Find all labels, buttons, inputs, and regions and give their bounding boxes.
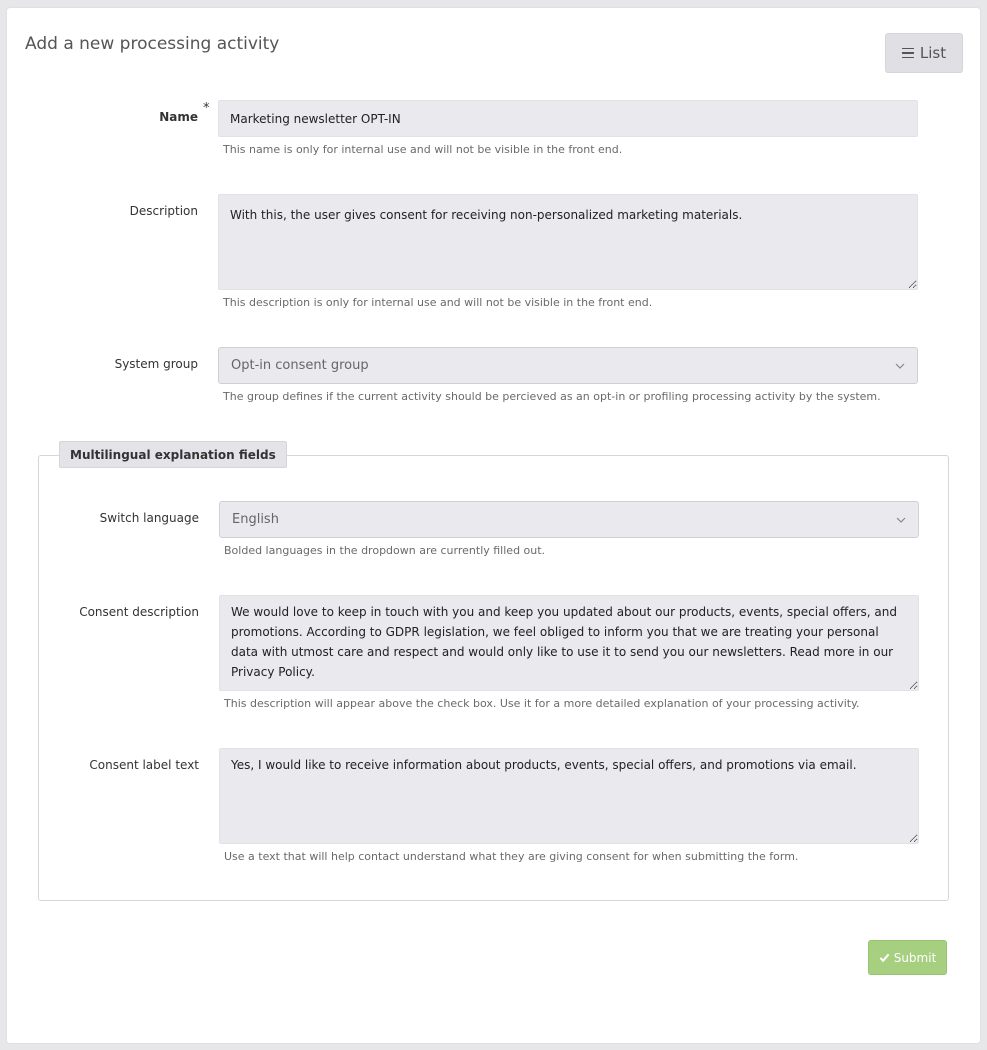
hamburger-icon: [902, 48, 914, 59]
name-help: This name is only for internal use and will not be visible in the front end.: [223, 143, 623, 156]
chevron-down-icon: [895, 361, 905, 371]
list-button[interactable]: [885, 33, 963, 73]
switch-language-value: English: [232, 512, 279, 527]
name-input[interactable]: [218, 100, 918, 137]
list-button-label: List: [919, 44, 947, 62]
chevron-down-icon: [896, 515, 906, 525]
page-title: Add a new processing activity: [25, 34, 280, 54]
switch-language-help: Bolded languages in the dropdown are currently filled out.: [224, 544, 546, 557]
consent-description-help: This description will appear above the check box. Use it for a more detailed explanation of your processing activity.: [224, 697, 860, 710]
consent-description-label: Consent description: [79, 605, 199, 619]
system-group-label: System group: [114, 357, 198, 371]
system-group-select[interactable]: [218, 347, 918, 384]
system-group-value: Opt-in consent group: [231, 358, 369, 373]
consent-label-textarea[interactable]: [219, 748, 919, 844]
description-help: This description is only for internal use and will not be visible in the front end.: [223, 296, 653, 309]
check-icon: [879, 952, 890, 963]
description-textarea[interactable]: [218, 194, 918, 290]
system-group-help: The group defines if the current activity should be percieved as an opt-in or profiling processing activity by the system.: [223, 390, 881, 403]
submit-button[interactable]: [868, 940, 947, 975]
name-label: Name: [159, 110, 198, 124]
consent-label-help: Use a text that will help contact understand what they are giving consent for when submitting the form.: [224, 850, 799, 863]
required-mark: *: [203, 101, 210, 116]
multilingual-legend: Multilingual explanation fields: [59, 441, 287, 468]
submit-label: Submit: [893, 950, 937, 965]
switch-language-label: Switch language: [99, 511, 199, 525]
description-label: Description: [129, 204, 198, 218]
consent-description-textarea[interactable]: [219, 595, 919, 691]
switch-language-select[interactable]: [219, 501, 919, 538]
consent-label-text-label: Consent label text: [89, 758, 199, 772]
